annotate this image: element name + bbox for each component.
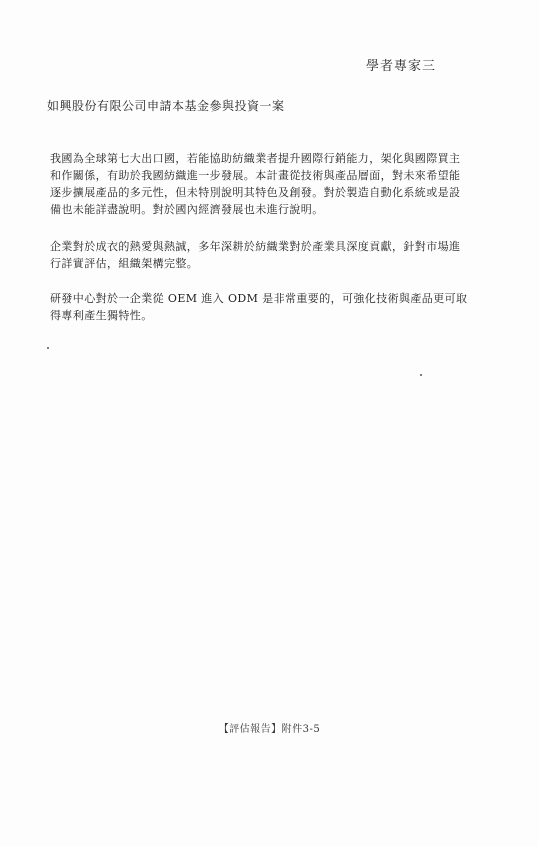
- reviewer-label: 學者專家三: [365, 59, 436, 74]
- scan-speck: [47, 347, 49, 349]
- paragraph-3: 研發中心對於一企業從 OEM 進入 ODM 是非常重要的，可強化技術與產品更可取得專利產生獨特性。: [50, 292, 468, 322]
- document-title: 如興股份有限公司申請本基金參與投資一案: [47, 99, 285, 113]
- page-footer: 【評估報告】附件3-5: [218, 724, 321, 735]
- paragraph-1: 我國為全球第七大出口國，若能協助紡織業者提升國際行銷能力，架化與國際買主和作關係，有助於我國紡織進一步發展。本計畫從技術與產品層面，對未來希望能逐步擴展產品的多元性，但未特別說明其特色及創發。對於製造自動化系統或是設備也未能詳盡說明。對於國內經濟發展也未進行說明。: [50, 152, 461, 216]
- scan-speck: [420, 374, 422, 376]
- paragraph-2: 企業對於成衣的熱愛與熱誠，多年深耕於紡織業對於產業具深度貢獻，針對市場進行詳實評估，組織架構完整。: [50, 240, 461, 270]
